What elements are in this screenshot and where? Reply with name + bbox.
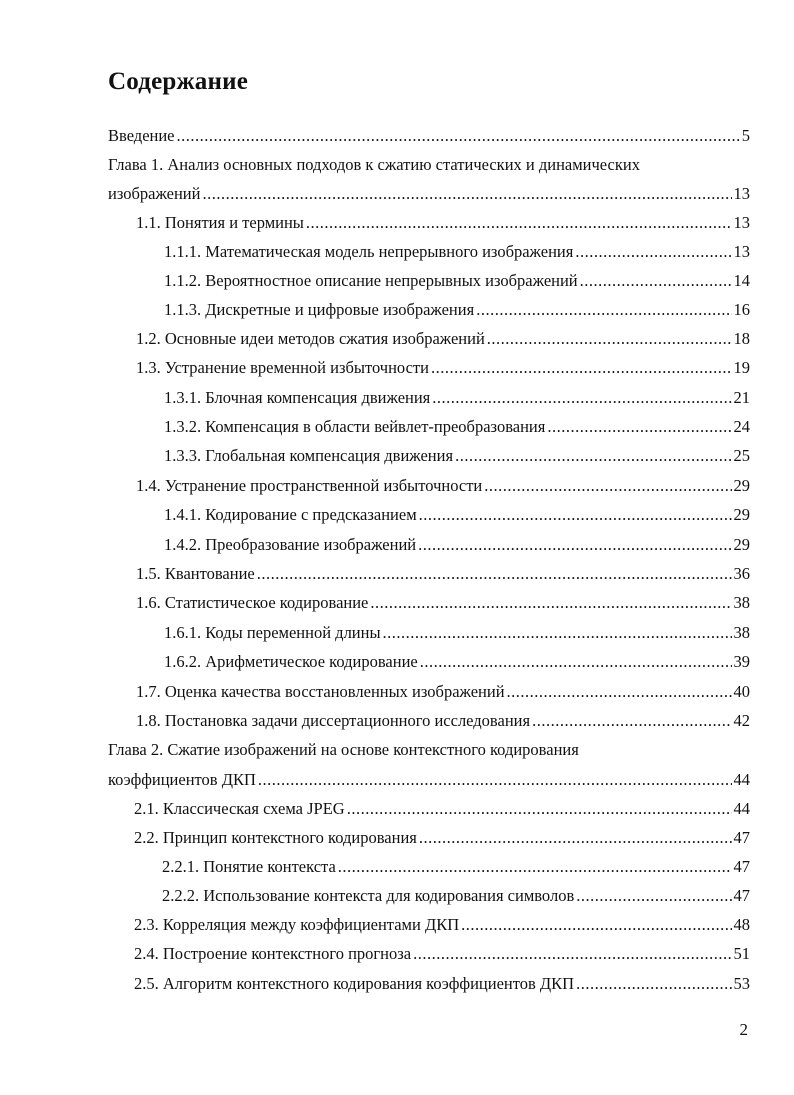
toc-entry-label: 1.1. Понятия и термины: [136, 213, 304, 232]
toc-entry-label: 2.4. Построение контекстного прогноза: [134, 944, 412, 963]
toc-entry[interactable]: [162, 855, 750, 879]
toc-entry[interactable]: [136, 591, 750, 615]
toc-entry-label: 1.4.1. Кодирование с предсказанием: [164, 505, 417, 524]
toc-entry-label: Введение: [108, 126, 175, 145]
dot-leader: [575, 240, 731, 264]
toc-entry[interactable]: [162, 884, 750, 908]
toc-entry-label: 2.5. Алгоритм контекстного кодирования коэффициентов ДКП: [134, 974, 575, 993]
toc-entry[interactable]: [134, 913, 750, 937]
toc-entry-label: изображений: [108, 184, 201, 203]
toc-entry-label: 2.2.2. Использование контекста для кодирования символов: [162, 886, 575, 905]
toc-entry[interactable]: [136, 562, 750, 586]
toc-entry-label: 1.3.1. Блочная компенсация движения: [164, 388, 431, 407]
dot-leader: [419, 503, 732, 527]
toc-entry-page: 44: [733, 770, 750, 789]
toc-entry-page: 13: [733, 242, 750, 261]
toc-entry-page: 24: [733, 417, 750, 436]
toc-chapter-heading[interactable]: Глава 1. Анализ основных подходов к сжатию статических и динамических: [108, 155, 640, 174]
dot-leader: [432, 386, 731, 410]
toc-entry-label: коэффициентов ДКП: [108, 770, 256, 789]
toc-entry[interactable]: [134, 972, 750, 996]
toc-entry[interactable]: [164, 444, 750, 468]
toc-entry[interactable]: [108, 182, 750, 206]
toc-entry-label: 2.1. Классическая схема JPEG: [134, 799, 345, 818]
toc-entry-page: 40: [733, 682, 750, 701]
toc-entry-label: 2.2. Принцип контекстного кодирования: [134, 828, 417, 847]
dot-leader: [419, 826, 732, 850]
toc-entry[interactable]: [164, 269, 750, 293]
toc-chapter-heading[interactable]: Глава 2. Сжатие изображений на основе контекстного кодирования: [108, 740, 579, 759]
toc-entry[interactable]: [164, 533, 750, 557]
dot-leader: [576, 972, 731, 996]
toc-entry[interactable]: [164, 650, 750, 674]
toc-entry[interactable]: [134, 797, 750, 821]
toc-entry[interactable]: [136, 680, 750, 704]
toc-entry-label: 1.7. Оценка качества восстановленных изображений: [136, 682, 505, 701]
toc-entry[interactable]: [164, 621, 750, 645]
toc-entry-page: 36: [733, 564, 750, 583]
toc-entry[interactable]: [136, 327, 750, 351]
toc-entry-page: 38: [733, 623, 750, 642]
dot-leader: [257, 562, 732, 586]
dot-leader: [370, 591, 731, 615]
toc-entry[interactable]: [134, 942, 750, 966]
toc-entry-page: 18: [733, 329, 750, 348]
toc-entry-page: 14: [733, 271, 750, 290]
dot-leader: [487, 327, 732, 351]
toc-entry-page: 47: [733, 857, 750, 876]
toc-entry-page: 16: [733, 300, 750, 319]
toc-entry-page: 5: [741, 126, 750, 145]
toc-entry-label: 2.3. Корреляция между коэффициентами ДКП: [134, 915, 460, 934]
toc-entry-label: 1.5. Квантование: [136, 564, 255, 583]
dot-leader: [476, 298, 731, 322]
toc-entry-page: 29: [733, 505, 750, 524]
dot-leader: [455, 444, 731, 468]
toc-entry-page: 29: [733, 476, 750, 495]
toc-entry-page: 21: [733, 388, 750, 407]
toc-entry[interactable]: [164, 415, 750, 439]
toc-entry-label: 1.4.2. Преобразование изображений: [164, 535, 417, 554]
dot-leader: [338, 855, 732, 879]
dot-leader: [576, 884, 731, 908]
dot-leader: [461, 913, 731, 937]
toc-entry-page: 38: [733, 593, 750, 612]
toc-entry-page: 48: [733, 915, 750, 934]
toc-entry-label: 1.3.3. Глобальная компенсация движения: [164, 446, 454, 465]
dot-leader: [413, 942, 731, 966]
toc-entry-page: 47: [733, 828, 750, 847]
toc-entry-page: 13: [733, 213, 750, 232]
page-number: 2: [739, 1020, 748, 1039]
toc-entry[interactable]: [136, 356, 750, 380]
toc-entry-page: 39: [733, 652, 750, 671]
toc-entry-label: 1.3.2. Компенсация в области вейвлет-преобразования: [164, 417, 546, 436]
dot-leader: [507, 680, 732, 704]
toc-entry-page: 29: [733, 535, 750, 554]
toc-entry[interactable]: [164, 503, 750, 527]
dot-leader: [258, 768, 732, 792]
toc-entry[interactable]: [164, 298, 750, 322]
toc-entry-label: 1.1.1. Математическая модель непрерывного изображения: [164, 242, 574, 261]
toc-entry-label: 1.4. Устранение пространственной избыточности: [136, 476, 483, 495]
toc-entry-label: 1.6.2. Арифметическое кодирование: [164, 652, 418, 671]
toc-entry-label: 1.6.1. Коды переменной длины: [164, 623, 381, 642]
dot-leader: [547, 415, 731, 439]
toc-entry-label: 1.1.2. Вероятностное описание непрерывных изображений: [164, 271, 578, 290]
toc-entry-page: 13: [733, 184, 750, 203]
dot-leader: [383, 621, 732, 645]
toc-entry-page: 19: [733, 358, 750, 377]
dot-leader: [177, 124, 740, 148]
dot-leader: [347, 797, 732, 821]
dot-leader: [202, 182, 731, 206]
toc-entry-label: 1.8. Постановка задачи диссертационного исследования: [136, 711, 531, 730]
dot-leader: [532, 709, 731, 733]
toc-entry-page: 51: [733, 944, 750, 963]
toc-entry[interactable]: [164, 240, 750, 264]
toc-entry-page: 25: [733, 446, 750, 465]
dot-leader: [484, 474, 731, 498]
dot-leader: [420, 650, 732, 674]
toc-entry-label: 1.3. Устранение временной избыточности: [136, 358, 429, 377]
toc-entry[interactable]: [108, 768, 750, 792]
toc-entry[interactable]: [136, 709, 750, 733]
toc-entry-label: 1.1.3. Дискретные и цифровые изображения: [164, 300, 475, 319]
page-title: Содержание: [108, 68, 249, 95]
toc-entry-label: 1.2. Основные идеи методов сжатия изображений: [136, 329, 485, 348]
toc-entry[interactable]: [136, 474, 750, 498]
dot-leader: [580, 269, 732, 293]
toc-entry-label: 1.6. Статистическое кодирование: [136, 593, 369, 612]
toc-entry[interactable]: [136, 211, 750, 235]
toc-entry[interactable]: [108, 124, 750, 148]
dot-leader: [431, 356, 732, 380]
toc-entry-page: 53: [733, 974, 750, 993]
dot-leader: [418, 533, 731, 557]
toc-entry-page: 47: [733, 886, 750, 905]
dot-leader: [306, 211, 732, 235]
toc-entry[interactable]: [164, 386, 750, 410]
toc-entry-page: 44: [733, 799, 750, 818]
toc-entry[interactable]: [134, 826, 750, 850]
toc-entry-page: 42: [733, 711, 750, 730]
toc-entry-label: 2.2.1. Понятие контекста: [162, 857, 336, 876]
